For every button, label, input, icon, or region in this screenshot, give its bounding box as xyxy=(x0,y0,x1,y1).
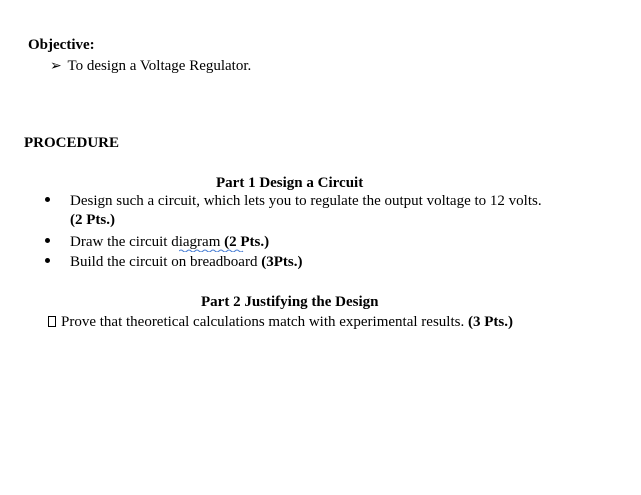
part1-item-1-points: (2 Pts.) xyxy=(70,212,115,228)
part1-item-1-text: Design such a circuit, which lets you to regulate the output voltage to 12 volts. xyxy=(70,193,542,209)
bullet-icon xyxy=(45,197,50,202)
objective-item-text: To design a Voltage Regulator. xyxy=(67,58,252,74)
arrow-bullet-icon: ➢ xyxy=(50,59,62,74)
part2-heading: Part 2 Justifying the Design xyxy=(201,294,379,310)
part1-item-3-points: (3Pts.) xyxy=(261,254,303,270)
part1-item-2-underlined: diagram xyxy=(171,234,221,250)
bullet-icon xyxy=(45,258,50,263)
part2-item-text: Prove that theoretical calculations match with experimental results. xyxy=(61,314,468,330)
part2-item xyxy=(48,313,513,331)
part1-item-3-line xyxy=(70,253,302,271)
part1-item-2-points: (2 Pts.) xyxy=(220,234,270,250)
part1-heading: Part 1 Design a Circuit xyxy=(216,175,364,191)
part1-item-2-text: Draw the circuit xyxy=(70,234,172,250)
objective-item xyxy=(50,57,251,76)
bullet-icon xyxy=(45,238,50,243)
spellcheck-underline xyxy=(179,249,245,252)
part2-item-points: (3 Pts.) xyxy=(467,314,513,330)
objective-heading: Objective: xyxy=(28,37,95,53)
missing-glyph-box-icon xyxy=(48,316,56,327)
part1-item-3-text: Build the circuit on breadboard xyxy=(70,254,262,270)
procedure-heading: PROCEDURE xyxy=(24,135,120,151)
